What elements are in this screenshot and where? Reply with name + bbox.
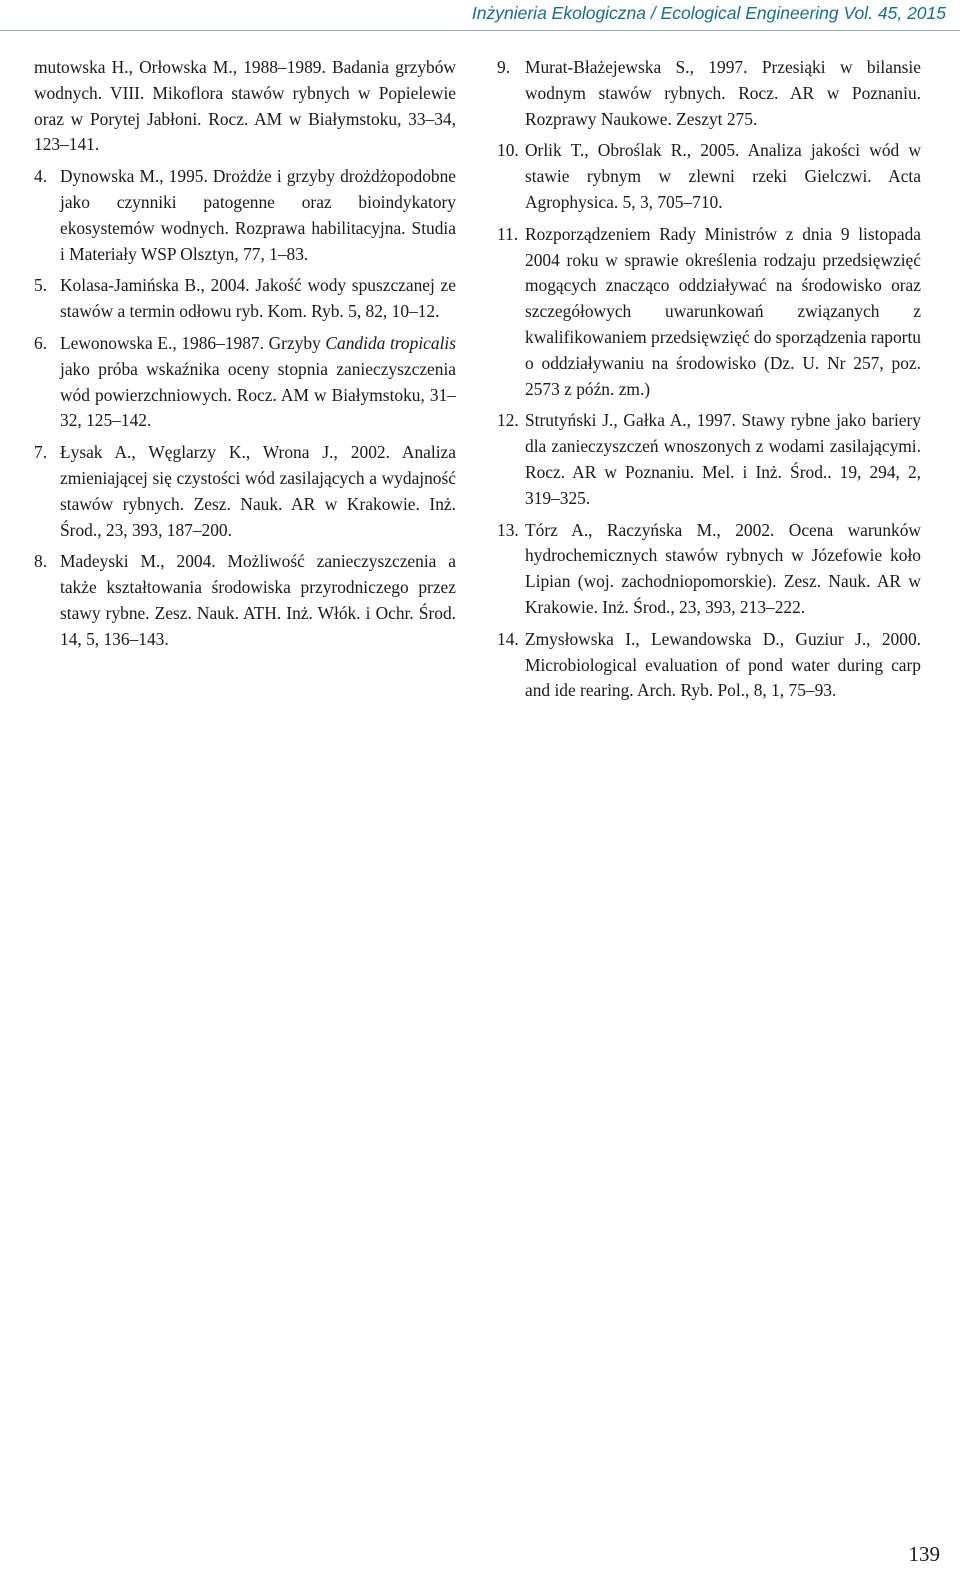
page-number: 139 — [908, 1542, 940, 1566]
reference-11 — [497, 222, 921, 403]
reference-8 — [34, 549, 456, 652]
reference-number: 5. — [34, 275, 48, 296]
right-column — [497, 55, 921, 710]
reference-text: Orlik T., Obroślak R., 2005. Analiza jakości wód w stawie rybnym w zlewni rzeki Gielczwi. Acta Agrophysica. 5, 3, 705–710. — [525, 140, 921, 212]
reference-12 — [497, 408, 921, 511]
reference-number: 13. — [497, 519, 519, 540]
reference-text: Murat-Błażejewska S., 1997. Przesiąki w bilansie wodnym stawów rybnych. Rocz. AR w Poznaniu. Rozprawy Naukowe. Zeszyt 275. — [525, 57, 921, 129]
reference-number: 6. — [34, 332, 48, 353]
reference-number: 9. — [497, 57, 511, 77]
journal-header: Inżynieria Ekologiczna / Ecological Engineering Vol. 45, 2015 — [471, 3, 946, 23]
left-column — [34, 55, 456, 659]
reference-text: Kolasa-Jamińska B., 2004. Jakość wody spuszczanej ze stawów a termin odłowu ryb. Kom. Ryb. 5, 82, 10–12. — [60, 275, 456, 322]
reference-number: 12. — [497, 410, 519, 431]
reference-10 — [497, 138, 921, 215]
reference-text: Rozporządzeniem Rady Ministrów z dnia 9 listopada 2004 roku w sprawie określenia rodzaju przedsięwzięć mogących znacząco oddziaływać na środowisko oraz szczegółowych uwarunkowań związanych z kwalifikowaniem przedsięwzięć do sporządzenia raportu o oddziaływaniu na środowisko (Dz. U. Nr 257, poz. 2573 z późn. zm.) — [525, 223, 921, 399]
reference-text-end: jako próba wskaźnika oceny stopnia zanieczyszczenia wód powierzchniowych. Rocz. AM w Białymstoku, 31–32, 125–142. — [60, 358, 456, 431]
reference-text: Dynowska M., 1995. Drożdże i grzyby drożdżopodobne jako czynniki patogenne oraz bioindykatory ekosystemów wodnych. Rozprawa habilitacyjna. Studia i Materiały WSP Olsztyn, 77, 1–83. — [60, 166, 456, 264]
reference-text: Madeyski M., 2004. Możliwość zanieczyszczenia a także kształtowania środowiska przyrodniczego przez stawy rybne. Zesz. Nauk. ATH. Inż. Włók. i Ochr. Środ. 14, 5, 136–143. — [60, 551, 456, 649]
reference-text: Tórz A., Raczyńska M., 2002. Ocena warunków hydrochemicznych stawów rybnych w Józefowie koło Lipian (woj. zachodniopomorskie). Zesz. Nauk. AR w Krakowie. Inż. Środ., 23, 393, 213–222. — [525, 519, 921, 617]
reference-4 — [34, 164, 456, 267]
header-divider — [0, 30, 960, 31]
reference-number: 8. — [34, 551, 48, 572]
reference-13 — [497, 518, 921, 621]
reference-number: 10. — [497, 140, 519, 161]
reference-number: 14. — [497, 628, 519, 649]
reference-text: Strutyński J., Gałka A., 1997. Stawy rybne jako bariery dla zanieczyszczeń wnoszonych z wodami zasilającymi. Rocz. AR w Poznaniu. Mel. i Inż. Środ.. 19, 294, 2, 319–325. — [525, 410, 921, 508]
reference-number: 7. — [34, 442, 48, 463]
reference-14 — [497, 627, 921, 704]
reference-text: Zmysłowska I., Lewandowska D., Guziur J., 2000. Microbiological evaluation of pond water during carp and ide rearing. Arch. Ryb. Pol., 8, 1, 75–93. — [525, 628, 921, 701]
reference-text-start: Lewonowska E., 1986–1987. Grzyby — [60, 332, 326, 353]
species-name: Candida tropicalis — [325, 332, 457, 353]
reference-number: 11. — [497, 223, 519, 244]
reference-text: Łysak A., Węglarzy K., Wrona J., 2002. Analiza zmieniającej się czystości wód zasilających a wydajność stawów rybnych. Zesz. Nauk. AR w Krakowie. Inż. Środ., 23, 393, 187–200. — [60, 442, 456, 540]
reference-5 — [34, 273, 456, 325]
reference-7 — [34, 440, 456, 543]
reference-6 — [34, 331, 456, 434]
reference-number: 4. — [34, 166, 48, 187]
reference-9 — [497, 55, 921, 132]
reference-continuation: mutowska H., Orłowska M., 1988–1989. Badania grzybów wodnych. VIII. Mikoflora stawów rybnych w Popielewie oraz w Porytej Jabłoni. Rocz. AM w Białymstoku, 33–34, 123–141. — [34, 57, 456, 155]
